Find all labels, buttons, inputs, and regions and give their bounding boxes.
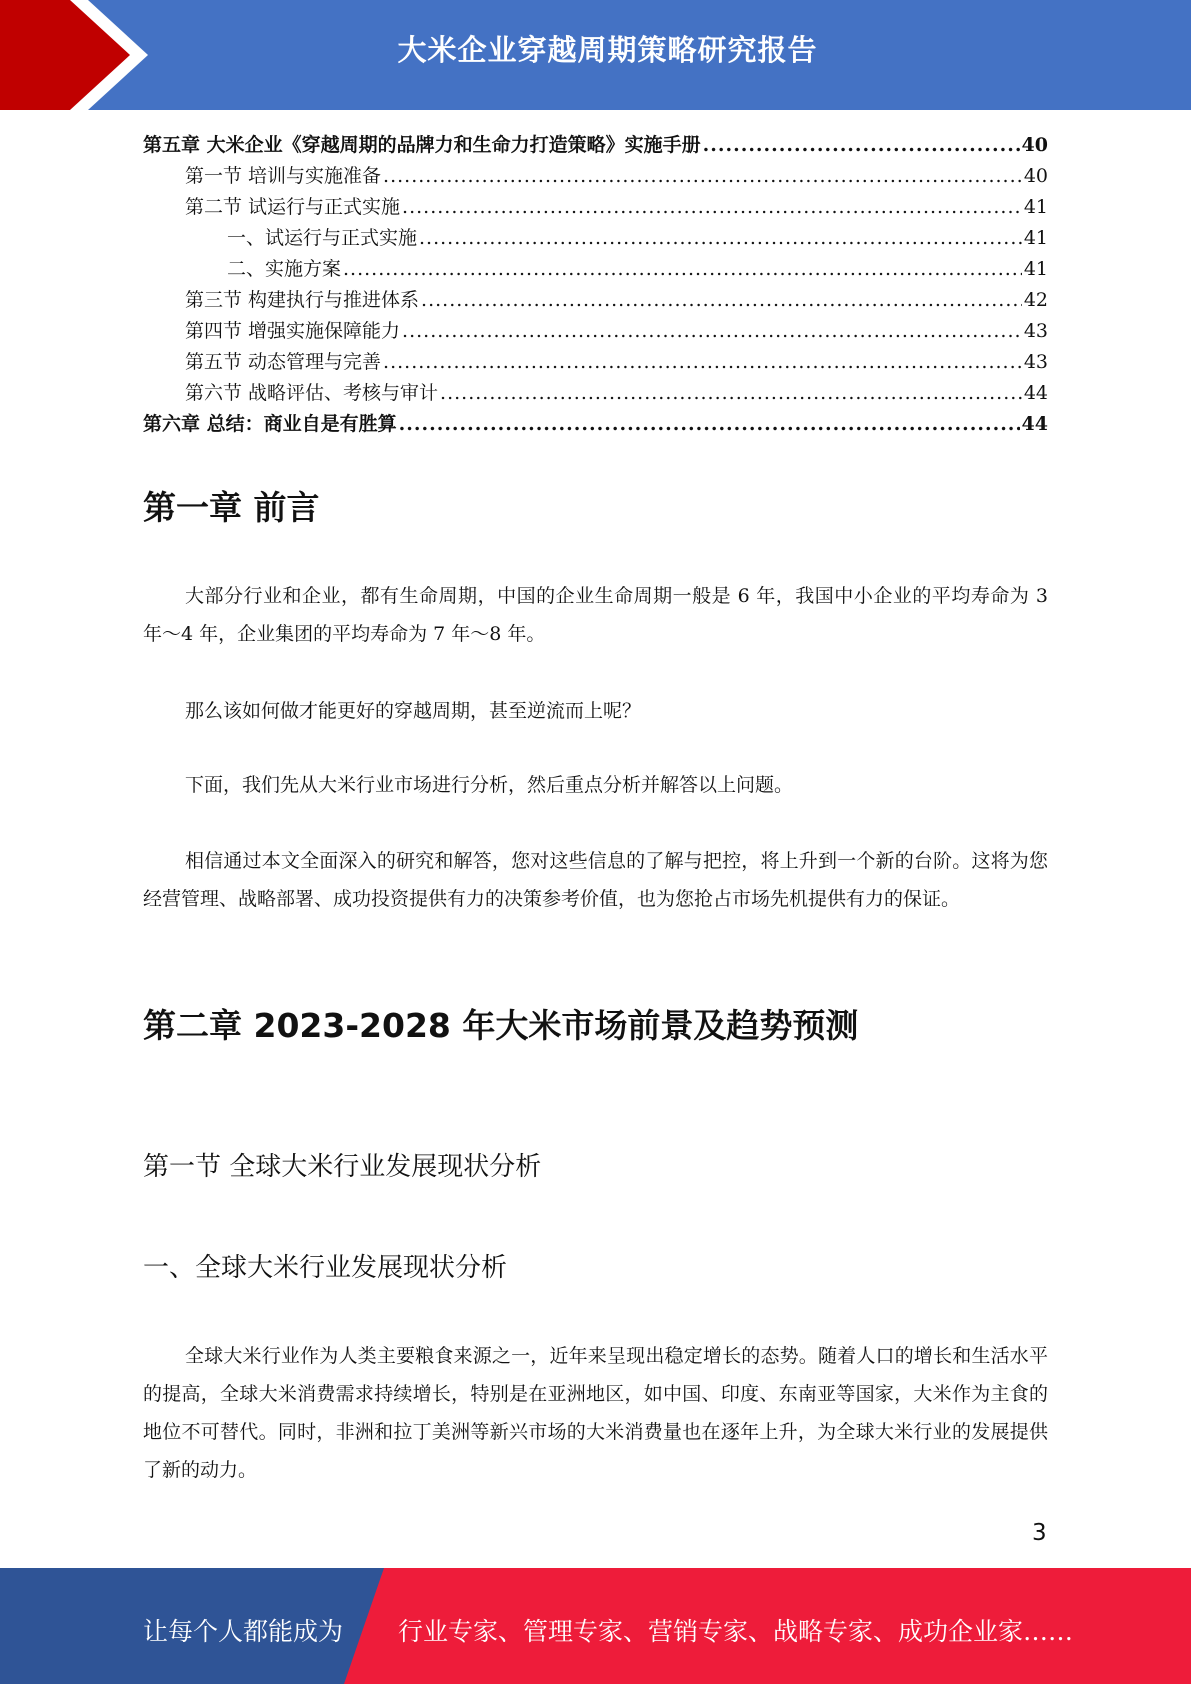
footer-slogan-right: 行业专家、管理专家、营销专家、战略专家、成功企业家……: [398, 1617, 1074, 1646]
body-paragraph: 相信通过本文全面深入的研究和解答，您对这些信息的了解与把控，将上升到一个新的台阶。这将为您经营管理、战略部署、成功投资提供有力的决策参考价值，也为您抢占市场先机提供有力的保证。: [143, 850, 1048, 910]
toc-leader-dots: [421, 289, 1022, 311]
toc-entry[interactable]: [143, 409, 1048, 440]
body-paragraph: 全球大米行业作为人类主要粮食来源之一，近年来呈现出稳定增长的态势。随着人口的增长和生活水平的提高，全球大米消费需求持续增长，特别是在亚洲地区，如中国、印度、东南亚等国家，大米作为主食的地位不可替代。同时，非洲和拉丁美洲等新兴市场的大米消费量也在逐年上升，为全球大米行业的发展提供了新的动力。: [143, 1345, 1048, 1481]
toc-entry-label: 第六章 总结：商业自是有胜算: [143, 413, 397, 435]
toc-entry-label: 一、试运行与正式实施: [227, 227, 418, 249]
toc-entry-label: 第五章 大米企业《穿越周期的品牌力和生命力打造策略》实施手册: [143, 134, 701, 156]
table-of-contents: [143, 130, 1048, 440]
toc-leader-dots: [402, 196, 1022, 218]
subsection-heading: 一、全球大米行业发展现状分析: [143, 1253, 508, 1283]
toc-leader-dots: [383, 165, 1022, 187]
toc-entry-page: 40: [1021, 134, 1048, 156]
toc-entry-page: 40: [1023, 165, 1048, 187]
toc-entry[interactable]: [143, 192, 1048, 223]
toc-entry-page: 42: [1023, 289, 1048, 311]
body-paragraph: 下面，我们先从大米行业市场进行分析，然后重点分析并解答以上问题。: [185, 774, 794, 796]
toc-leader-dots: [440, 382, 1022, 404]
toc-entry-page: 44: [1023, 382, 1048, 404]
toc-entry[interactable]: [143, 130, 1048, 161]
toc-entry-label: 第二节 试运行与正式实施: [185, 196, 401, 218]
toc-entry-page: 41: [1023, 258, 1048, 280]
toc-entry[interactable]: [143, 378, 1048, 409]
toc-entry[interactable]: [143, 285, 1048, 316]
toc-entry[interactable]: [143, 223, 1048, 254]
page-footer: [0, 1568, 1191, 1684]
chapter-heading: 第一章 前言: [143, 488, 320, 527]
toc-entry-page: 41: [1023, 227, 1048, 249]
toc-leader-dots: [343, 258, 1022, 280]
chapter-heading: 第二章 2023-2028 年大米市场前景及趋势预测: [143, 1006, 859, 1045]
body-paragraph: 大部分行业和企业，都有生命周期，中国的企业生命周期一般是 6 年，我国中小企业的平均寿命为 3 年～4 年，企业集团的平均寿命为 7 年～8 年。: [143, 585, 1048, 645]
page-number: 3: [1032, 1520, 1047, 1546]
toc-entry-page: 44: [1021, 413, 1048, 435]
toc-entry-label: 第四节 增强实施保障能力: [185, 320, 401, 342]
footer-slogan-left: 让每个人都能成为: [143, 1617, 344, 1646]
toc-entry-label: 第六节 战略评估、考核与审计: [185, 382, 439, 404]
toc-entry-label: 第三节 构建执行与推进体系: [185, 289, 420, 311]
toc-leader-dots: [419, 227, 1022, 249]
toc-entry[interactable]: [143, 161, 1048, 192]
section-heading: 第一节 全球大米行业发展现状分析: [143, 1152, 542, 1182]
report-title: 大米企业穿越周期策略研究报告: [397, 33, 818, 67]
toc-leader-dots: [703, 134, 1020, 156]
toc-leader-dots: [383, 351, 1022, 373]
toc-entry[interactable]: [143, 254, 1048, 285]
toc-entry-page: 43: [1023, 351, 1048, 373]
toc-entry[interactable]: [143, 347, 1048, 378]
toc-entry[interactable]: [143, 316, 1048, 347]
toc-entry-page: 43: [1023, 320, 1048, 342]
toc-leader-dots: [402, 320, 1022, 342]
toc-entry-label: 第五节 动态管理与完善: [185, 351, 382, 373]
toc-entry-page: 41: [1023, 196, 1048, 218]
toc-leader-dots: [399, 413, 1020, 435]
toc-entry-label: 第一节 培训与实施准备: [185, 165, 382, 187]
body-paragraph: 那么该如何做才能更好的穿越周期，甚至逆流而上呢？: [185, 700, 642, 722]
page-header: [0, 0, 1191, 110]
toc-entry-label: 二、实施方案: [227, 258, 342, 280]
